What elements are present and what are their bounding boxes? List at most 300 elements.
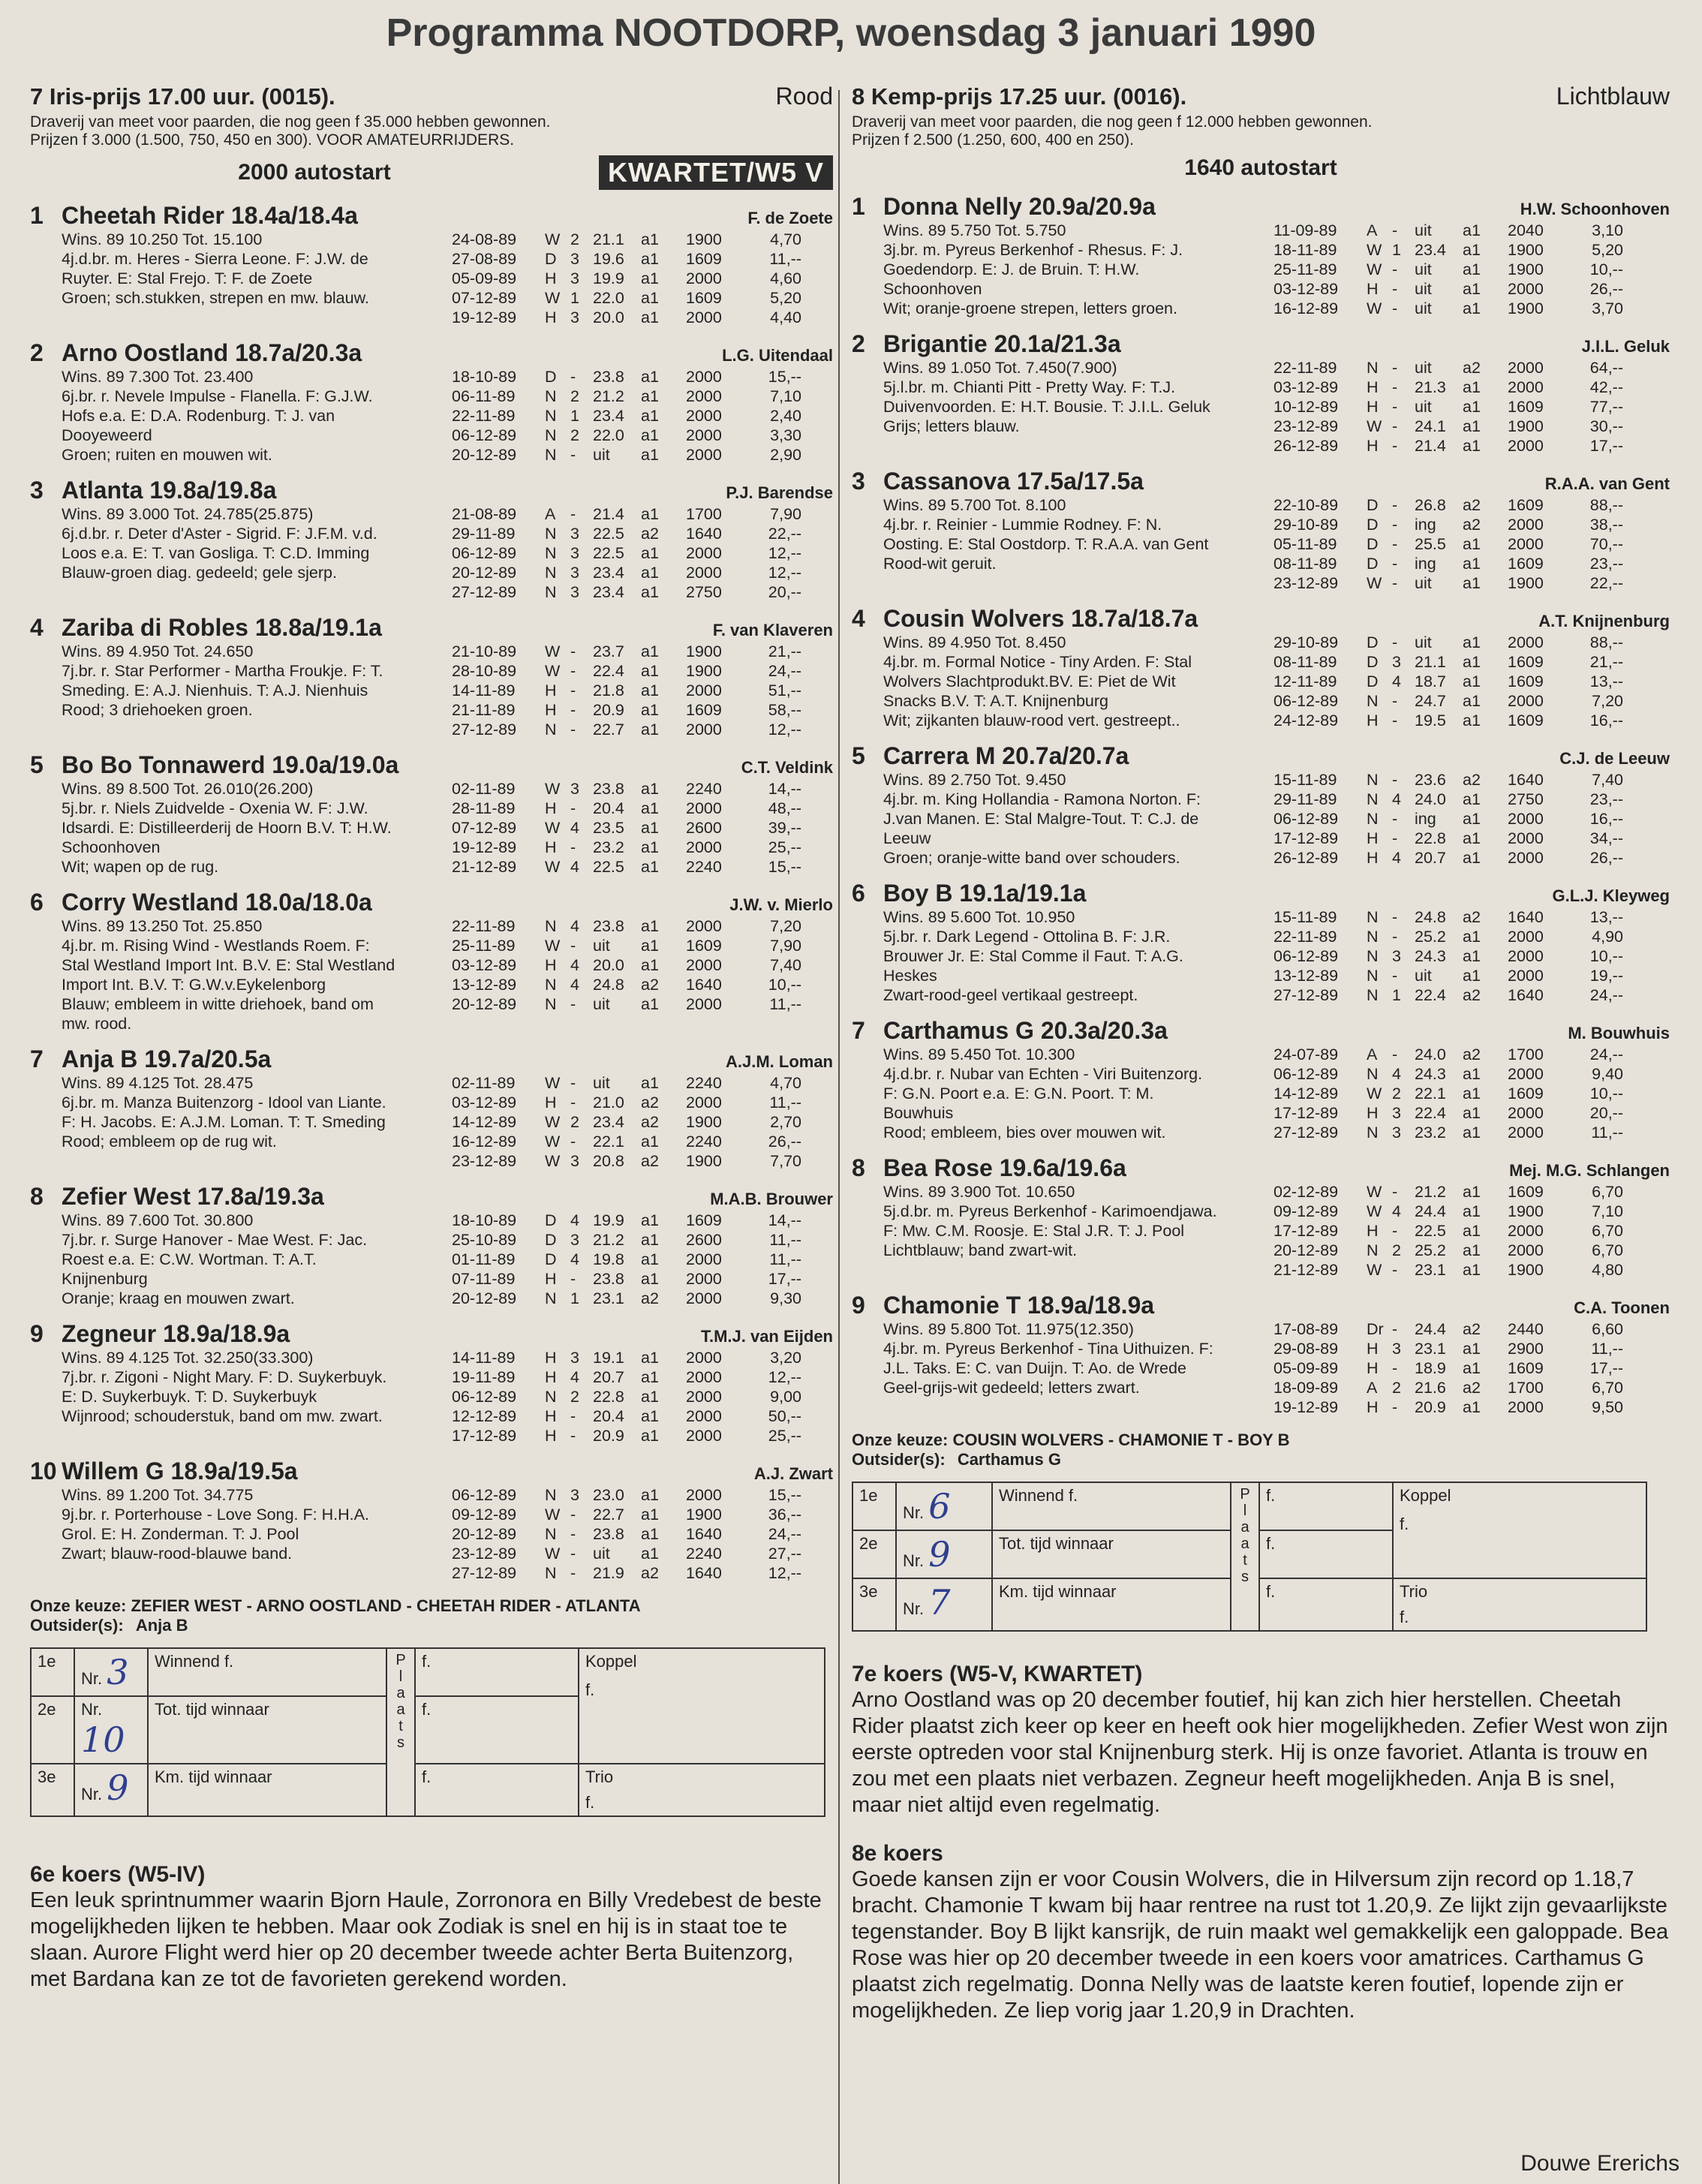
result-cell: 06-12-89 bbox=[452, 1486, 517, 1504]
result-cell: 1700 bbox=[686, 505, 722, 523]
horse-number: 7 bbox=[852, 1017, 865, 1044]
result-cell: 2000 bbox=[686, 544, 722, 562]
race-color: Lichtblauw bbox=[1556, 83, 1670, 110]
result-cell: 1900 bbox=[1508, 574, 1544, 592]
result-cell: 1640 bbox=[686, 1564, 722, 1582]
result-cell: 2 bbox=[1392, 1241, 1401, 1259]
result-row bbox=[1273, 221, 1670, 240]
result-cell: 02-11-89 bbox=[452, 1074, 516, 1092]
result-cell: N bbox=[1367, 928, 1379, 946]
result-cell: D bbox=[545, 1250, 557, 1268]
horse-body bbox=[30, 1073, 833, 1171]
horse-info-line: Rood; 3 driehoeken groen. bbox=[62, 701, 253, 719]
result-cell: - bbox=[1392, 260, 1398, 278]
nr-label: Nr. bbox=[903, 1599, 925, 1618]
result-cell: 22.4 bbox=[1415, 986, 1446, 1004]
result-cell: 2 bbox=[570, 426, 579, 444]
our-choice: Onze keuze: ZEFIER WEST - ARNO OOSTLAND - CHEETAH RIDER - ATLANTA bbox=[30, 1596, 641, 1615]
horse-body bbox=[30, 642, 833, 739]
result-cell: - bbox=[570, 505, 576, 523]
result-cell: - bbox=[570, 1506, 576, 1524]
result-cell: 2240 bbox=[686, 1074, 722, 1092]
result-cell: 27-12-89 bbox=[1273, 986, 1339, 1004]
horse-info bbox=[883, 495, 1273, 593]
result-cell: 14-12-89 bbox=[452, 1113, 517, 1131]
result-cell: a1 bbox=[1463, 535, 1481, 553]
horse-info-line: Blauw-groen diag. gedeeld; gele sjerp. bbox=[62, 564, 337, 582]
horse-entry bbox=[852, 742, 1670, 868]
result-cell: a1 bbox=[1463, 1183, 1481, 1201]
horse-info-line: Idsardi. E: Distilleerderij de Hoorn B.V. T: H.W. bbox=[62, 819, 392, 837]
result-cell: - bbox=[570, 662, 576, 680]
result-cell: 2000 bbox=[686, 720, 722, 739]
horse-entry bbox=[30, 1045, 833, 1171]
result-row bbox=[452, 308, 833, 327]
result-cell: - bbox=[1392, 496, 1398, 514]
result-cell: 4,40 bbox=[770, 308, 801, 326]
bet-rank: 1e bbox=[853, 1482, 896, 1530]
result-cell: 2000 bbox=[686, 1250, 722, 1268]
result-cell: a1 bbox=[1463, 1104, 1481, 1122]
horse-info bbox=[62, 1211, 452, 1308]
result-cell: ing bbox=[1415, 516, 1436, 534]
result-cell: 3 bbox=[570, 1231, 579, 1249]
horse-entry bbox=[852, 1017, 1670, 1142]
result-row bbox=[452, 1093, 833, 1112]
result-cell: a1 bbox=[641, 1074, 659, 1092]
result-cell: - bbox=[570, 838, 576, 856]
result-cell: 1609 bbox=[686, 937, 722, 955]
result-cell: 19-12-89 bbox=[1273, 1398, 1339, 1416]
result-cell: 2,40 bbox=[770, 407, 801, 425]
result-cell: 22.8 bbox=[593, 1388, 624, 1406]
result-cell: 26,-- bbox=[1589, 280, 1623, 298]
horse-results bbox=[452, 1485, 833, 1583]
result-row bbox=[1273, 829, 1670, 848]
result-cell: 25.2 bbox=[1415, 928, 1446, 946]
result-cell: - bbox=[570, 1094, 576, 1112]
horse-driver: F. de Zoete bbox=[747, 209, 833, 227]
race-title: 8 Kemp-prijs 17.25 uur. (0016). bbox=[852, 83, 1187, 110]
horse-results bbox=[1273, 495, 1670, 593]
result-cell: 02-12-89 bbox=[1273, 1183, 1339, 1201]
result-cell: a1 bbox=[641, 1388, 659, 1406]
result-cell: 2900 bbox=[1508, 1340, 1544, 1358]
horse-results bbox=[452, 230, 833, 327]
horse-info-line: Wins. 89 4.125 Tot. 32.250(33.300) bbox=[62, 1349, 314, 1367]
horse-results bbox=[452, 642, 833, 739]
horse-info-line: Wit; zijkanten blauw-rood vert. gestreept.. bbox=[883, 711, 1180, 730]
result-cell: - bbox=[1392, 221, 1398, 239]
result-cell: a1 bbox=[641, 426, 659, 444]
horse-driver: F. van Klaveren bbox=[712, 621, 833, 639]
horse-info-line: Loos e.a. E: T. van Gosliga. T: C.D. Imming bbox=[62, 544, 370, 562]
result-row bbox=[1273, 1221, 1670, 1241]
result-cell: 1 bbox=[570, 1289, 579, 1307]
result-cell: 1609 bbox=[1508, 1359, 1544, 1377]
horse-driver: A.J. Zwart bbox=[753, 1464, 833, 1483]
result-cell: a1 bbox=[641, 642, 659, 660]
result-cell: 22.8 bbox=[1415, 829, 1446, 847]
result-row bbox=[1273, 633, 1670, 652]
horse-info-line: Schoonhoven bbox=[883, 280, 982, 298]
distance-line bbox=[30, 155, 833, 190]
result-row bbox=[1273, 1339, 1670, 1358]
result-cell: 23.1 bbox=[1415, 1261, 1446, 1279]
horse-info-line: Wins. 89 5.600 Tot. 10.950 bbox=[883, 908, 1075, 926]
result-cell: 2000 bbox=[686, 308, 722, 326]
result-cell: - bbox=[1392, 1398, 1398, 1416]
handwritten-pick: 9 bbox=[928, 1534, 951, 1575]
horse-driver: T.M.J. van Eijden bbox=[700, 1327, 833, 1346]
result-cell: 3 bbox=[570, 564, 579, 582]
result-row bbox=[452, 661, 833, 681]
result-cell: a1 bbox=[641, 446, 659, 464]
result-row bbox=[1273, 1260, 1670, 1280]
result-cell: - bbox=[1392, 398, 1398, 416]
race-header bbox=[852, 83, 1670, 110]
result-cell: D bbox=[545, 1231, 557, 1249]
result-row bbox=[452, 1348, 833, 1367]
result-cell: 36,-- bbox=[768, 1506, 801, 1524]
horse-number: 5 bbox=[852, 742, 865, 769]
result-cell: N bbox=[545, 976, 557, 994]
result-cell: 24.0 bbox=[1415, 1045, 1446, 1063]
nr-label: Nr. bbox=[81, 1669, 103, 1688]
result-cell: 19.6 bbox=[593, 250, 624, 268]
bet-amount[interactable]: f. bbox=[1259, 1482, 1393, 1530]
bet-amount[interactable]: f. bbox=[1259, 1530, 1393, 1578]
race-distance: 2000 autostart bbox=[238, 160, 391, 185]
result-cell: 2750 bbox=[1508, 790, 1544, 808]
bet-number-cell[interactable] bbox=[896, 1482, 992, 1530]
result-cell: W bbox=[545, 642, 561, 660]
horse-number: 6 bbox=[852, 880, 865, 907]
result-cell: - bbox=[570, 995, 576, 1013]
result-row bbox=[452, 249, 833, 269]
result-cell: H bbox=[545, 799, 557, 817]
result-row bbox=[1273, 809, 1670, 829]
race-color: Rood bbox=[775, 83, 833, 110]
horse-info-line: 5j.br. r. Dark Legend - Ottolina B. F: J.R. bbox=[883, 928, 1171, 946]
trio-amount: f. bbox=[585, 1793, 595, 1812]
horse-entry bbox=[30, 1458, 833, 1583]
result-cell: a1 bbox=[1463, 398, 1481, 416]
horse-info-line: Wins. 89 5.750 Tot. 5.750 bbox=[883, 221, 1066, 239]
result-cell: 2 bbox=[570, 387, 579, 405]
trio-cell[interactable] bbox=[579, 1764, 825, 1816]
result-cell: W bbox=[545, 1113, 561, 1131]
result-cell: 17-12-89 bbox=[1273, 1104, 1339, 1122]
horse-header bbox=[852, 1154, 1670, 1182]
result-cell: a2 bbox=[1463, 359, 1481, 377]
result-cell: 2000 bbox=[1508, 829, 1544, 847]
result-cell: 10,-- bbox=[768, 976, 801, 994]
result-cell: a1 bbox=[641, 368, 659, 386]
trio-label: Trio bbox=[585, 1767, 614, 1786]
result-cell: 12-12-89 bbox=[452, 1407, 517, 1425]
horse-info-line: Rood; embleem, bies over mouwen wit. bbox=[883, 1124, 1166, 1142]
horse-info bbox=[883, 633, 1273, 730]
result-cell: 4 bbox=[570, 917, 579, 935]
result-cell: N bbox=[545, 407, 557, 425]
result-row bbox=[1273, 417, 1670, 436]
result-cell: H bbox=[545, 308, 557, 326]
bet-amount[interactable]: f. bbox=[1259, 1578, 1393, 1631]
horse-info-line: Wins. 89 1.200 Tot. 34.775 bbox=[62, 1486, 254, 1504]
result-cell: a1 bbox=[1463, 574, 1481, 592]
horse-driver: L.G. Uitendaal bbox=[722, 346, 833, 365]
result-cell: - bbox=[1392, 810, 1398, 828]
result-cell: 1900 bbox=[1508, 1202, 1544, 1220]
result-cell: 1 bbox=[1392, 986, 1401, 1004]
bet-type-badge: KWARTET/W5 V bbox=[599, 155, 833, 190]
result-row bbox=[452, 1485, 833, 1505]
result-row bbox=[452, 936, 833, 955]
result-cell: 23.0 bbox=[593, 1486, 624, 1504]
result-cell: D bbox=[1367, 555, 1379, 573]
result-cell: 22.4 bbox=[593, 662, 624, 680]
result-cell: H bbox=[1367, 1359, 1379, 1377]
race-header bbox=[30, 83, 833, 110]
result-cell: 27-12-89 bbox=[452, 583, 517, 601]
horse-info-line: 4j.br. m. Rising Wind - Westlands Roem. F: bbox=[62, 937, 370, 955]
result-row bbox=[452, 1406, 833, 1426]
result-cell: 20,-- bbox=[768, 583, 801, 601]
bet-form bbox=[852, 1482, 1647, 1632]
result-row bbox=[452, 1250, 833, 1269]
result-cell: 23.8 bbox=[593, 1270, 624, 1288]
result-row bbox=[452, 288, 833, 308]
horse-info-line: Schoonhoven bbox=[62, 838, 161, 856]
result-cell: 23.8 bbox=[593, 1525, 624, 1543]
horse-results bbox=[1273, 358, 1670, 456]
trio-cell[interactable] bbox=[1393, 1578, 1646, 1631]
result-cell: 22.4 bbox=[1415, 1104, 1446, 1122]
result-cell: H bbox=[1367, 849, 1379, 867]
result-cell: uit bbox=[593, 446, 610, 464]
horse-info-line: Leeuw bbox=[883, 829, 931, 847]
result-cell: 19.9 bbox=[593, 269, 624, 287]
result-cell: a1 bbox=[1463, 849, 1481, 867]
result-cell: 1900 bbox=[1508, 1261, 1544, 1279]
horse-info-line: Groen; ruiten en mouwen wit. bbox=[62, 446, 272, 464]
result-cell: uit bbox=[593, 1074, 610, 1092]
result-cell: 6,70 bbox=[1592, 1241, 1623, 1259]
horse-entry bbox=[852, 193, 1670, 318]
bet-number-cell[interactable] bbox=[74, 1648, 148, 1696]
result-cell: 23-12-89 bbox=[1273, 574, 1339, 592]
horse-header bbox=[852, 1292, 1670, 1319]
result-cell: 23-12-89 bbox=[452, 1152, 517, 1170]
result-cell: 24,-- bbox=[768, 662, 801, 680]
bet-rank: 2e bbox=[31, 1696, 74, 1764]
result-cell: 06-12-89 bbox=[1273, 810, 1339, 828]
result-cell: N bbox=[545, 1525, 557, 1543]
horse-number: 6 bbox=[30, 889, 44, 916]
result-cell: 1900 bbox=[686, 1113, 722, 1131]
result-cell: 24.3 bbox=[1415, 947, 1446, 965]
result-cell: 2000 bbox=[686, 1368, 722, 1386]
result-cell: 3 bbox=[1392, 653, 1401, 671]
result-cell: 25-10-89 bbox=[452, 1231, 517, 1249]
result-cell: - bbox=[1392, 574, 1398, 592]
result-cell: H bbox=[545, 1094, 557, 1112]
result-row bbox=[452, 779, 833, 799]
bet-amount[interactable]: f. bbox=[415, 1696, 579, 1764]
column-divider bbox=[838, 90, 840, 2184]
result-cell: - bbox=[1392, 633, 1398, 651]
horse-body bbox=[852, 495, 1670, 593]
result-cell: a1 bbox=[641, 1525, 659, 1543]
koppel-cell[interactable] bbox=[1393, 1482, 1646, 1578]
result-cell: 2 bbox=[1392, 1379, 1401, 1397]
result-cell: 21.0 bbox=[593, 1094, 624, 1112]
result-cell: 12,-- bbox=[768, 1564, 801, 1582]
result-row bbox=[452, 916, 833, 936]
koppel-cell[interactable] bbox=[579, 1648, 825, 1764]
horse-info-line: Wins. 89 8.500 Tot. 26.010(26.200) bbox=[62, 780, 314, 798]
result-cell: 2000 bbox=[1508, 1065, 1544, 1083]
page-title: Programma NOOTDORP, woensdag 3 januari 1990 bbox=[386, 11, 1316, 55]
horse-name: Boy B 19.1a/19.1a bbox=[883, 880, 1087, 907]
handwritten-pick: 6 bbox=[928, 1486, 951, 1527]
horse-info bbox=[62, 642, 452, 739]
horse-number: 2 bbox=[852, 330, 865, 357]
result-cell: N bbox=[545, 426, 557, 444]
result-cell: 23.4 bbox=[593, 583, 624, 601]
result-cell: 25,-- bbox=[768, 1427, 801, 1445]
result-cell: 2000 bbox=[686, 407, 722, 425]
horse-header bbox=[852, 742, 1670, 770]
horse-info-line: Wins. 89 5.800 Tot. 11.975(12.350) bbox=[883, 1320, 1134, 1338]
result-cell: 11,-- bbox=[769, 1094, 801, 1112]
result-cell: 2000 bbox=[686, 1270, 722, 1288]
result-cell: - bbox=[570, 720, 576, 739]
result-cell: 09-12-89 bbox=[452, 1506, 517, 1524]
bet-number-cell[interactable] bbox=[74, 1696, 148, 1764]
result-cell: 06-12-89 bbox=[452, 426, 517, 444]
result-cell: 29-11-89 bbox=[1273, 790, 1337, 808]
result-row bbox=[452, 543, 833, 563]
result-cell: 29-10-89 bbox=[1273, 633, 1339, 651]
horse-entry bbox=[30, 202, 833, 327]
result-cell: 29-08-89 bbox=[1273, 1340, 1339, 1358]
plaats-label: P l a a t s bbox=[1231, 1482, 1259, 1631]
result-row bbox=[452, 367, 833, 387]
horse-entry bbox=[852, 1292, 1670, 1417]
result-cell: H bbox=[1367, 1104, 1379, 1122]
result-cell: 11-09-89 bbox=[1273, 221, 1337, 239]
horse-driver: M.A.B. Brouwer bbox=[710, 1190, 833, 1208]
result-cell: 20.0 bbox=[593, 308, 624, 326]
result-cell: 2000 bbox=[1508, 849, 1544, 867]
result-cell: 2 bbox=[1392, 1084, 1401, 1103]
result-cell: - bbox=[1392, 1359, 1398, 1377]
horse-name: Zariba di Robles 18.8a/19.1a bbox=[62, 614, 382, 641]
result-cell: 06-12-89 bbox=[1273, 947, 1339, 965]
bet-number-cell[interactable] bbox=[74, 1764, 148, 1816]
bet-amount[interactable]: f. bbox=[415, 1764, 579, 1816]
horse-info-line: Wins. 89 1.050 Tot. 7.450(7.900) bbox=[883, 359, 1117, 377]
bet-amount[interactable]: f. bbox=[415, 1648, 579, 1696]
result-row bbox=[452, 994, 833, 1014]
result-cell: 2240 bbox=[686, 1545, 722, 1563]
result-cell: D bbox=[1367, 672, 1379, 690]
result-cell: - bbox=[570, 1133, 576, 1151]
result-cell: 9,40 bbox=[1592, 1065, 1623, 1083]
horse-name: Carthamus G 20.3a/20.3a bbox=[883, 1017, 1168, 1044]
result-cell: 3 bbox=[570, 308, 579, 326]
result-cell: a1 bbox=[1463, 1340, 1481, 1358]
result-cell: 22.5 bbox=[593, 525, 624, 543]
horse-results bbox=[1273, 1182, 1670, 1280]
result-cell: a2 bbox=[641, 1152, 659, 1170]
bet-number-cell[interactable] bbox=[896, 1530, 992, 1578]
result-row bbox=[1273, 299, 1670, 318]
horse-list bbox=[852, 193, 1670, 1417]
result-cell: 15,-- bbox=[768, 1486, 801, 1504]
horse-number: 9 bbox=[30, 1320, 44, 1347]
result-cell: a1 bbox=[641, 1211, 659, 1229]
result-cell: - bbox=[1392, 908, 1398, 926]
result-cell: W bbox=[1367, 574, 1382, 592]
horse-info-line: 7j.br. r. Surge Hanover - Mae West. F: Jac. bbox=[62, 1231, 368, 1249]
result-cell: 26-12-89 bbox=[1273, 849, 1339, 867]
result-cell: 2000 bbox=[1508, 516, 1544, 534]
horse-driver: R.A.A. van Gent bbox=[1544, 474, 1670, 493]
result-cell: D bbox=[545, 250, 557, 268]
horse-info-line: Wins. 89 4.125 Tot. 28.475 bbox=[62, 1074, 254, 1092]
result-cell: 20-12-89 bbox=[452, 995, 517, 1013]
result-row bbox=[452, 1544, 833, 1563]
horse-header bbox=[30, 889, 833, 916]
result-cell: N bbox=[1367, 359, 1379, 377]
result-row bbox=[1273, 711, 1670, 730]
result-cell: 20.8 bbox=[593, 1152, 624, 1170]
horse-number: 1 bbox=[30, 202, 44, 229]
result-cell: - bbox=[1392, 280, 1398, 298]
result-cell: 1609 bbox=[1508, 1084, 1544, 1103]
bet-number-cell[interactable] bbox=[896, 1578, 992, 1631]
result-cell: 12,-- bbox=[768, 544, 801, 562]
result-cell: N bbox=[1367, 790, 1379, 808]
result-cell: 2000 bbox=[1508, 633, 1544, 651]
result-row bbox=[452, 563, 833, 582]
result-cell: W bbox=[545, 858, 561, 876]
result-cell: - bbox=[1392, 378, 1398, 396]
horse-info-line: Wins. 89 13.250 Tot. 25.850 bbox=[62, 917, 263, 935]
horse-name: Brigantie 20.1a/21.3a bbox=[883, 330, 1121, 357]
horse-info-line: 9j.br. r. Porterhouse - Love Song. F: H.H.A. bbox=[62, 1506, 369, 1524]
result-row bbox=[452, 955, 833, 975]
result-cell: uit bbox=[1415, 967, 1432, 985]
horse-name: Cassanova 17.5a/17.5a bbox=[883, 468, 1144, 495]
result-cell: Dr bbox=[1367, 1320, 1384, 1338]
result-cell: a1 bbox=[641, 564, 659, 582]
result-cell: 08-11-89 bbox=[1273, 555, 1337, 573]
result-cell: 6,70 bbox=[1592, 1222, 1623, 1240]
result-cell: 88,-- bbox=[1589, 496, 1623, 514]
result-cell: a1 bbox=[641, 544, 659, 562]
result-cell: a2 bbox=[641, 976, 659, 994]
result-cell: 22.7 bbox=[593, 720, 624, 739]
result-cell: 13,-- bbox=[1589, 672, 1623, 690]
result-cell: 10,-- bbox=[1589, 260, 1623, 278]
result-cell: 17,-- bbox=[1589, 1359, 1623, 1377]
nr-label: Nr. bbox=[903, 1551, 925, 1570]
result-cell: a1 bbox=[641, 1545, 659, 1563]
